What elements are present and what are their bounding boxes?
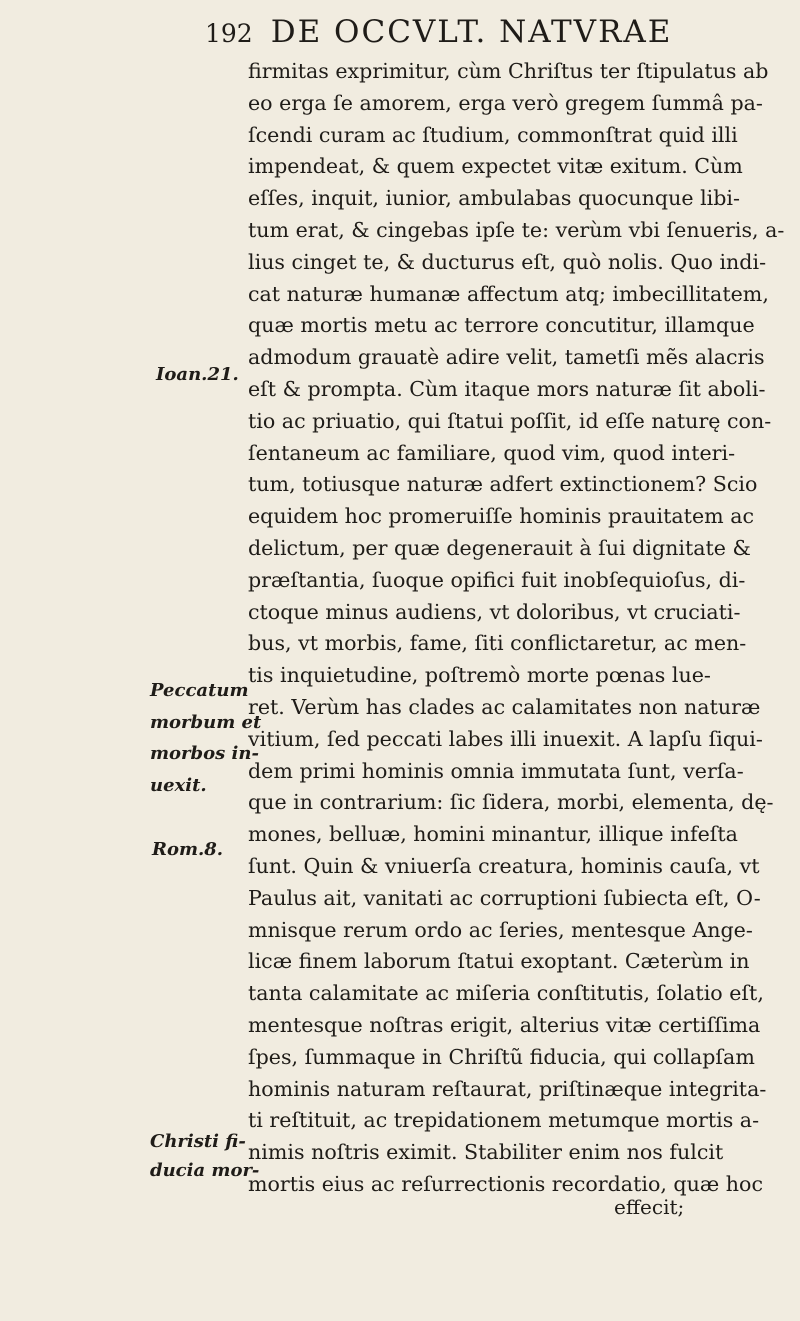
text-line: ctoque minus audiens, vt doloribus, vt cruciati-: [248, 599, 741, 624]
text-line: firmitas exprimitur, cùm Chriſtus ter ſtipulatus ab: [248, 59, 769, 83]
text-line: præſtantia, ſuoque opifici fuit inobſequioſus, di-: [248, 567, 746, 592]
text-line: que in contrarium: ſic ſidera, morbi, elementa, dę-: [248, 790, 774, 815]
text-line: mentesque noſtras erigit, alterius vitæ certiſſima: [248, 1012, 761, 1037]
text-line: tum erat, & cingebas ipſe te: verùm vbi ſenueris, a-: [248, 217, 785, 242]
margin-note-peccatum: morbos in-: [150, 743, 259, 764]
main-text-block: [248, 56, 796, 1201]
text-line: mortis eius ac reſurrectionis recordatio, quæ hoc: [248, 1171, 763, 1196]
text-line: ti reſtituit, ac trepidationem metumque mortis a-: [248, 1108, 760, 1133]
text-line: eo erga ſe amorem, erga verò gregem ſummâ pa-: [248, 90, 763, 115]
catchword: effecit;: [614, 1195, 685, 1219]
margin-note-peccatum: uexit.: [150, 775, 207, 796]
text-line: lius cinget te, & ducturus eſt, quò nolis. Quo indi-: [248, 249, 767, 274]
text-line: nimis noſtris eximit. Stabiliter enim nos fulcit: [248, 1140, 724, 1165]
text-line: cat naturæ humanæ affectum atq; imbecillitatem,: [248, 281, 769, 306]
text-line: ſunt. Quin & vniuerſa creatura, hominis cauſa, vt: [248, 853, 760, 878]
text-line: eſt & prompta. Cùm itaque mors naturæ ſit aboli-: [248, 376, 766, 401]
text-line: dem primi hominis omnia immutata ſunt, verſa-: [248, 758, 744, 783]
text-line: tum, totiusque naturæ adfert extinctionem? Scio: [248, 472, 758, 497]
running-header: [205, 14, 795, 58]
text-line: Paulus ait, vanitati ac corruptioni ſubiecta eſt, O-: [248, 885, 761, 910]
text-line: impendeat, & quem expectet vitæ exitum. Cùm: [248, 154, 743, 179]
text-line: ret. Verùm has clades ac calamitates non naturæ: [248, 694, 761, 719]
text-line: mnisque rerum ordo ac ſeries, mentesque Ange-: [248, 917, 753, 942]
text-line: quæ mortis metu ac terrore concutitur, illamque: [248, 313, 755, 338]
page-number: 192: [205, 19, 253, 48]
text-line: equidem hoc promeruiſſe hominis prauitatem ac: [248, 504, 755, 529]
text-line: vitium, ſed peccati labes illi inuexit. A lapſu ſiqui-: [248, 726, 763, 751]
margin-note-christi: ducia mor-: [150, 1160, 260, 1181]
text-line: ſpes, ſummaque in Chriſtũ fiducia, qui collapſam: [248, 1044, 755, 1069]
text-line: bus, vt morbis, fame, ſiti conflictaretur, ac men-: [248, 631, 747, 656]
margin-note-ioan: Ioan.21.: [156, 364, 239, 385]
margin-note-christi: Christi fi-: [150, 1131, 246, 1152]
text-line: ſentaneum ac familiare, quod vim, quod interi-: [248, 440, 736, 465]
text-line: ſcendi curam ac ſtudium, commonſtrat quid illi: [248, 122, 738, 147]
text-line: tanta calamitate ac miſeria conſtitutis, ſolatio eſt,: [248, 981, 764, 1006]
text-line: delictum, per quæ degenerauit à ſui dignitate &: [248, 535, 751, 560]
margin-note-peccatum: Peccatum: [150, 680, 249, 701]
running-title: DE OCCVLT. NATVRAE: [270, 14, 673, 50]
text-line: admodum grauatè adire velit, tametſi mẽs alacris: [248, 345, 765, 370]
text-line: mones, belluæ, homini minantur, illique infeſta: [248, 822, 738, 847]
margin-note-peccatum: morbum et: [150, 712, 262, 733]
text-line: eſſes, inquit, iunior, ambulabas quocunque libi-: [248, 186, 740, 211]
margin-note-rom: Rom.8.: [152, 839, 224, 860]
text-line: hominis naturam reſtaurat, priſtinæque integrita-: [248, 1076, 767, 1101]
text-line: tis inquietudine, poſtremò morte pœnas lue-: [248, 663, 711, 688]
text-line: licæ finem laborum ſtatui exoptant. Cæterùm in: [248, 949, 750, 974]
text-line: tio ac priuatio, qui ſtatui poſſit, id eſſe naturę con-: [248, 408, 772, 433]
